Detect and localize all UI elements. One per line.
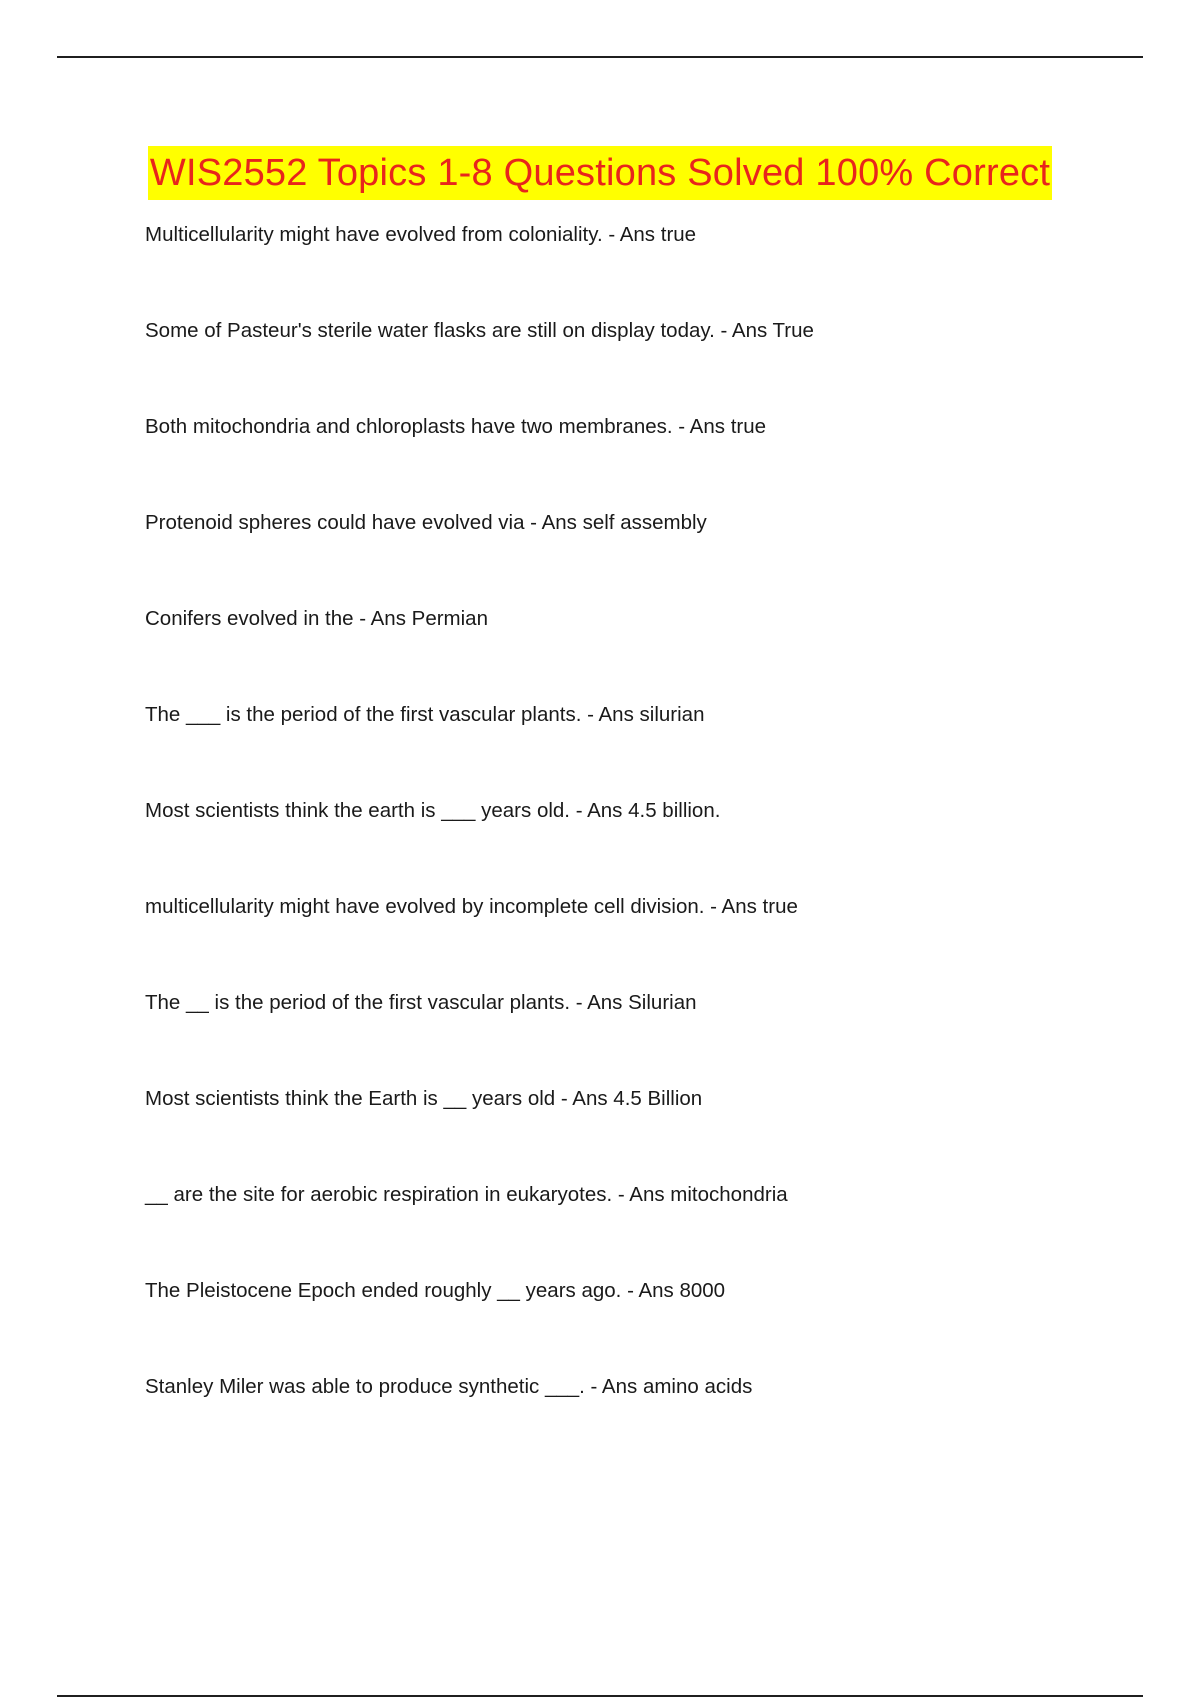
qa-item: The __ is the period of the first vascular plants. - Ans Silurian: [145, 991, 697, 1014]
qa-item: Some of Pasteur's sterile water flasks are still on display today. - Ans True: [145, 319, 814, 342]
qa-item: Both mitochondria and chloroplasts have two membranes. - Ans true: [145, 415, 767, 438]
qa-item: Multicellularity might have evolved from coloniality. - Ans true: [145, 223, 697, 246]
footer-rule: [57, 1695, 1143, 1697]
qa-item: Conifers evolved in the - Ans Permian: [145, 607, 488, 630]
qa-item: The ___ is the period of the first vascular plants. - Ans silurian: [145, 703, 705, 726]
header-rule: [57, 56, 1143, 58]
qa-item: __ are the site for aerobic respiration in eukaryotes. - Ans mitochondria: [145, 1183, 788, 1206]
qa-item: multicellularity might have evolved by incomplete cell division. - Ans true: [145, 895, 798, 918]
qa-item: The Pleistocene Epoch ended roughly __ years ago. - Ans 8000: [145, 1279, 726, 1302]
page-title: WIS2552 Topics 1-8 Questions Solved 100% Correct: [148, 146, 1052, 200]
qa-item: Most scientists think the earth is ___ years old. - Ans 4.5 billion.: [145, 799, 721, 822]
title-container: [0, 146, 1200, 200]
qa-item: Stanley Miler was able to produce synthetic ___. - Ans amino acids: [145, 1375, 753, 1398]
qa-item: Protenoid spheres could have evolved via - Ans self assembly: [145, 511, 707, 534]
qa-item: Most scientists think the Earth is __ years old - Ans 4.5 Billion: [145, 1087, 703, 1110]
question-answer-list: [145, 220, 1095, 1468]
